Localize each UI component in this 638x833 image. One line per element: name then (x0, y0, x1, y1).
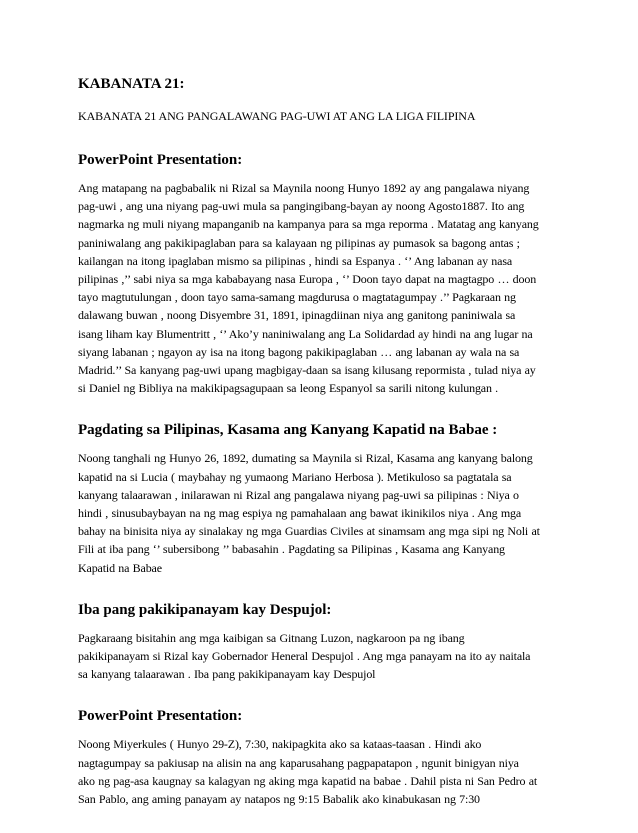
paragraph-line: kailangan na itong ipaglaban mismo sa pilipinas , hindi sa Espanya . ‘’ Ang labanan ay nasa (78, 253, 513, 268)
section-powerpoint-1 (78, 152, 568, 397)
chapter-title: KABANATA 21: (78, 76, 185, 92)
section-heading: PowerPoint Presentation: (78, 708, 243, 725)
paragraph-line: Fili at iba pang ‘’ subersibong ’’ babasahin . Pagdating sa Pilipinas , Kasama ang Kanyang (78, 542, 505, 557)
paragraph-line: kanyang talaarawan , inilarawan ni Rizal ang pangalawa niyang pag-uwi sa pilipinas : Niya o (78, 487, 519, 502)
paragraph-line: kapatid na si Lucia ( maybahay ng yumaong Mariano Herbosa ). Metikuloso sa pagtatala sa (78, 469, 512, 484)
paragraph-line: pag-uwi , ang una niyang pag-uwi mula sa pangingibang-bayan ay noong Agosto1887. Ito ang (78, 199, 525, 214)
paragraph-line: nagmarka ng muli niyang mapanganib na kampanya para sa mga reporma . Matatag ang kanyang (78, 217, 539, 232)
section-heading: Pagdating sa Pilipinas, Kasama ang Kanyang Kapatid na Babae : (78, 422, 498, 439)
paragraph-line: si Daniel ng Bibliya na makikipagsagupaan sa leong Espanyol sa sarili nitong kulungan . (78, 381, 499, 396)
paragraph-line: isang liham kay Blumentritt , ‘’ Ako’y naniniwalang ang La Solidardad ay hindi na ang lugar na (78, 326, 533, 341)
paragraph-line: paniniwalang ang pakikipaglaban para sa kalayaan ng pilipinas ay pumasok sa bagong antas ; (78, 235, 520, 250)
paragraph-line: Pagkaraang bisitahin ang mga kaibigan sa Gitnang Luzon, nagkaroon pa ng ibang (78, 630, 465, 645)
section-powerpoint-2 (78, 708, 568, 808)
paragraph-line: tayo magtutulungan , doon tayo sama-samang magdurusa o magtatagumpay .’’ Pagkaraan ng (78, 290, 516, 305)
paragraph-line: sa kanyang talaarawan . Iba pang pakikipanayam kay Despujol (78, 667, 376, 682)
paragraph-line: hindi , sinusubaybayan na ng mag espiya ng pamahalaan ang bawat ikinikilos niya . Ang mga (78, 506, 522, 521)
paragraph-line: siyang labanan ; ngayon ay isa na itong bagong pakikipaglaban … ang labanan ay wala na sa (78, 344, 520, 359)
section-heading: Iba pang pakikipanayam kay Despujol: (78, 601, 332, 618)
section-heading: PowerPoint Presentation: (78, 152, 243, 168)
paragraph-line: bahay na binisita niya ay sinalakay ng mga Guardias Civiles at sinamsam ang mga sipi ng Noli at (78, 524, 540, 539)
paragraph-line: pakikipanayam si Rizal kay Gobernador Heneral Despujol . Ang mga panayam na ito ay naitala (78, 649, 531, 664)
paragraph-line: Noong Miyerkules ( Hunyo 29-Z), 7:30, nakipagkita ako sa kataas-taasan . Hindi ako (78, 737, 482, 752)
section-paragraph (78, 179, 568, 397)
chapter-subtitle: KABANATA 21 ANG PANGALAWANG PAG-UWI AT ANG LA LIGA FILIPINA (78, 109, 476, 123)
document-page (78, 76, 568, 833)
paragraph-line: nagtagumpay sa pakiusap na alisin na ang kaparusahang pagpapatapon , ngunit binigyan niya (78, 755, 519, 770)
section-paragraph (78, 449, 568, 576)
paragraph-line: ako ng pag-asa kaugnay sa kalagyan ng aking mga kapatid na babae . Dahil pista ni San Pedro at (78, 773, 538, 788)
section-pagdating (78, 422, 568, 576)
paragraph-line: Kapatid na Babae (78, 560, 162, 575)
paragraph-line: dalawang buwan , noong Disyembre 31, 1891, ipinagdiinan niya ang ganitong paniniwala sa (78, 308, 516, 323)
section-despujol (78, 602, 568, 684)
paragraph-line: Noong tanghali ng Hunyo 26, 1892, dumating sa Maynila si Rizal, Kasama ang kanyang balong (78, 451, 533, 466)
section-paragraph (78, 735, 568, 808)
paragraph-line: pilipinas ,’’ sabi niya sa mga kababayang nasa Europa , ‘’ Doon tayo dapat na magtagpo … doon (78, 272, 537, 287)
paragraph-line: San Pablo, ang aming panayam ay natapos ng 9:15 Babalik ako kinabukasan ng 7:30 (78, 792, 480, 807)
section-paragraph (78, 629, 568, 684)
paragraph-line: Madrid.’’ Sa kanyang pag-uwi upang magbigay-daan sa isang kilusang repormista , tulad niya ay (78, 363, 536, 378)
paragraph-line: Ang matapang na pagbabalik ni Rizal sa Maynila noong Hunyo 1892 ay ang pangalawa niyang (78, 181, 530, 195)
